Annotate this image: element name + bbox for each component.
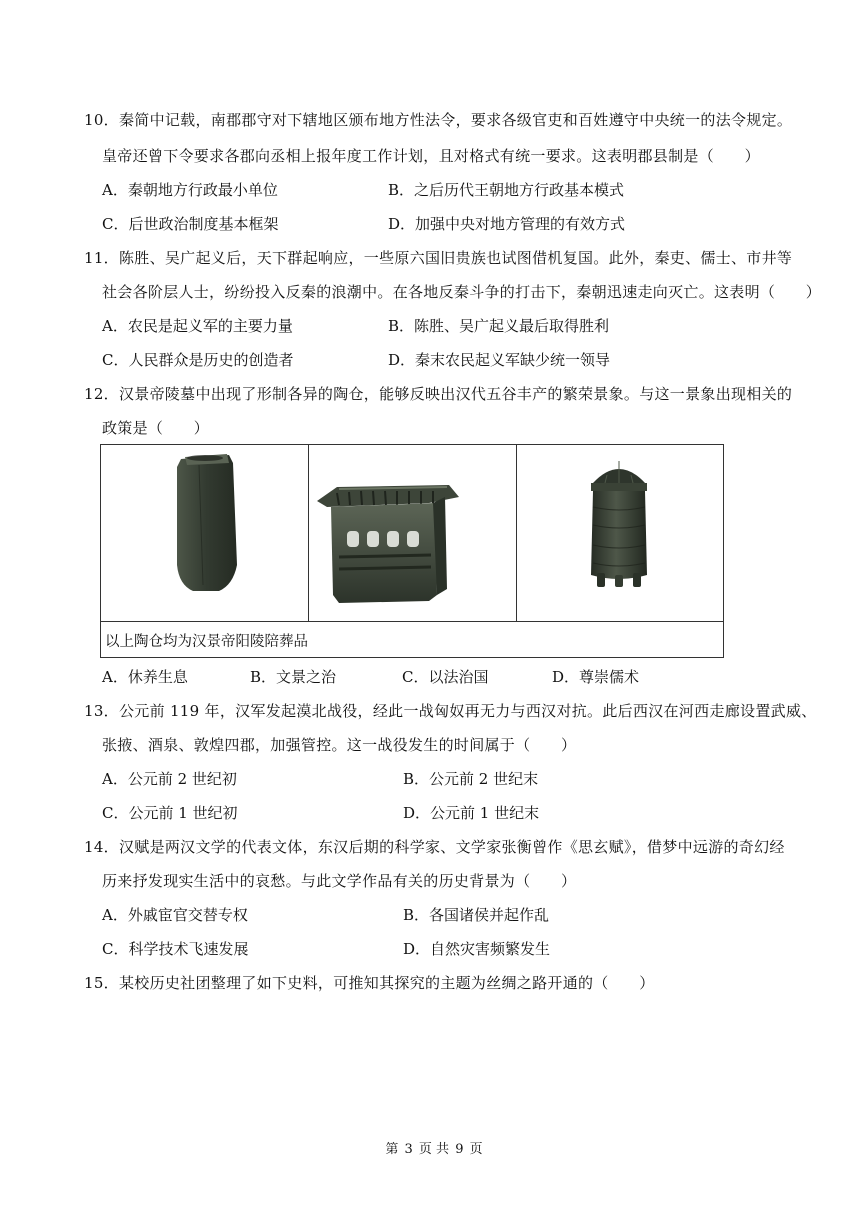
pottery-figure-table	[100, 444, 724, 658]
q10-option-d: D．加强中央对地方管理的有效方式	[388, 215, 626, 233]
pottery-cell-2	[309, 445, 517, 621]
q12-option-c: C．以法治国	[402, 668, 489, 686]
footer-middle: 页 共	[418, 1142, 450, 1157]
q11-option-c: C．人民群众是历史的创造者	[102, 351, 294, 369]
q15-stem-line1: 15．某校历史社团整理了如下史料，可推知其探究的主题为丝绸之路开通的（ ）	[84, 974, 655, 992]
q12-stem-line1: 12．汉景帝陵墓中出现了形制各异的陶仓，能够反映出汉代五谷丰产的繁荣景象。与这一景象出现相关的	[84, 385, 793, 403]
square-granary-jar-image	[101, 445, 308, 620]
q12-stem-line2: 政策是（ ）	[102, 419, 210, 437]
q11-stem-line2: 社会各阶层人士，纷纷投入反秦的浪潮中。在各地反秦斗争的打击下，秦朝迅速走向灭亡。这表明（ ）	[102, 283, 822, 301]
q10-stem-line2: 皇帝还曾下令要求各郡向丞相上报年度工作计划，且对格式有统一要求。这表明郡县制是（ ）	[102, 147, 760, 165]
q11-option-a: A．农民是起义军的主要力量	[102, 317, 293, 335]
q12-option-b: B．文景之治	[250, 668, 337, 686]
pottery-caption-row	[101, 621, 723, 658]
q10-option-a: A．秦朝地方行政最小单位	[102, 181, 278, 199]
q13-stem-line2: 张掖、酒泉、敦煌四郡，加强管控。这一战役发生的时间属于（ ）	[102, 736, 577, 754]
footer-page-number: 3	[404, 1142, 413, 1157]
pottery-cell-3	[517, 445, 724, 621]
q11-stem-line1: 11．陈胜、吴广起义后，天下群起响应，一些原六国旧贵族也试图借机复国。此外，秦吏、儒士、市井等	[84, 249, 793, 267]
q14-stem-line2: 历来抒发现实生活中的哀愁。与此文学作品有关的历史背景为（ ）	[102, 872, 577, 890]
q12-option-d: D．尊崇儒术	[552, 668, 640, 686]
page-footer	[0, 1138, 868, 1157]
q14-stem-line1: 14．汉赋是两汉文学的代表文体，东汉后期的科学家、文学家张衡曾作《思玄赋》，借梦中远游的奇幻经	[84, 838, 785, 856]
q10-stem-line1: 10．秦简中记载，南郡郡守对下辖地区颁布地方性法令，要求各级官吏和百姓遵守中央统一的法令规定。	[84, 111, 793, 129]
q14-option-a: A．外戚宦官交替专权	[102, 906, 248, 924]
q10-option-c: C．后世政治制度基本框架	[102, 215, 279, 233]
q11-option-d: D．秦末农民起义军缺少统一领导	[388, 351, 611, 369]
footer-suffix: 页	[469, 1142, 483, 1157]
q14-option-d: D．自然灾害频繁发生	[403, 940, 551, 958]
q13-option-a: A．公元前 2 世纪初	[102, 770, 237, 788]
cylindrical-granary-image	[517, 445, 724, 620]
q11-option-b: B．陈胜、吴广起义最后取得胜利	[388, 317, 610, 335]
q14-option-c: C．科学技术飞速发展	[102, 940, 249, 958]
q13-option-c: C．公元前 1 世纪初	[102, 804, 238, 822]
q12-option-a: A．休养生息	[102, 668, 188, 686]
q14-option-b: B．各国诸侯并起作乱	[403, 906, 550, 924]
pottery-cell-1	[101, 445, 309, 621]
q13-option-d: D．公元前 1 世纪末	[403, 804, 540, 822]
house-shaped-granary-image	[309, 445, 516, 620]
pottery-caption: 以上陶仓均为汉景帝阳陵陪葬品	[105, 634, 308, 650]
footer-prefix: 第	[385, 1142, 399, 1157]
q13-stem-line1: 13．公元前 119 年，汉军发起漠北战役，经此一战匈奴再无力与西汉对抗。此后西汉在河西走廊设置武威、	[84, 702, 817, 720]
q10-option-b: B．之后历代王朝地方行政基本模式	[388, 181, 625, 199]
q13-option-b: B．公元前 2 世纪末	[403, 770, 539, 788]
footer-total-pages: 9	[455, 1142, 464, 1157]
